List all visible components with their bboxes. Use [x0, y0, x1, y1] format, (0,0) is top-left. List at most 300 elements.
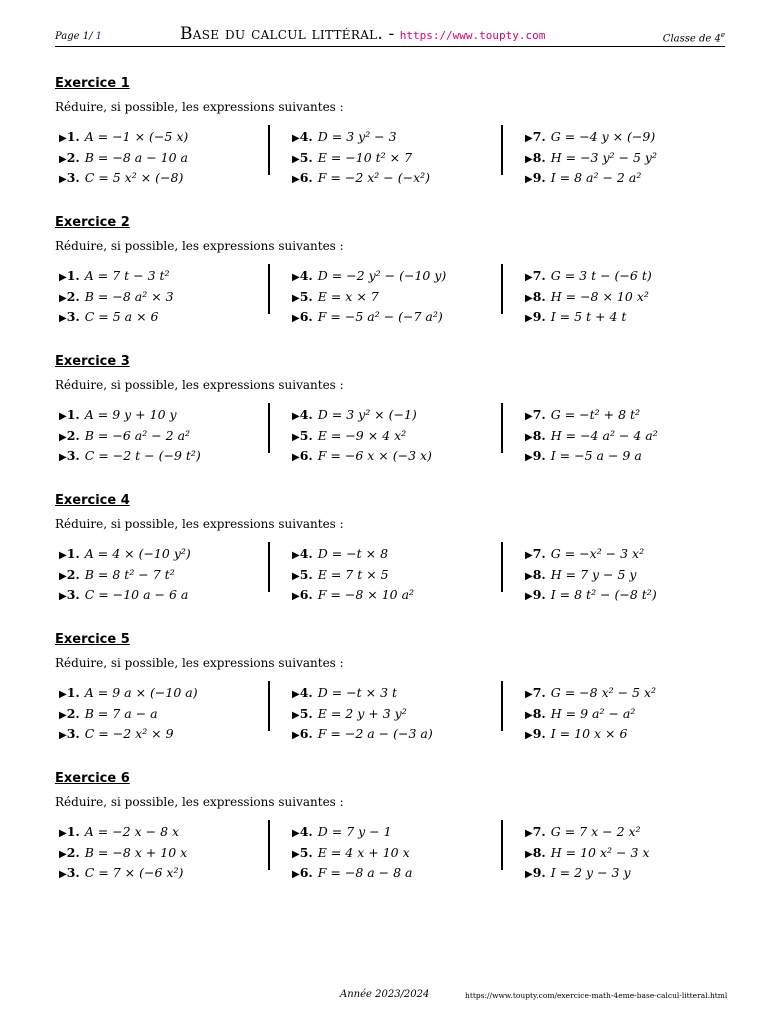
- item-number: [525, 170, 546, 185]
- item-number: [292, 170, 313, 185]
- item-number-text: 2.: [66, 844, 80, 860]
- expression-item: [292, 426, 507, 447]
- expression-item: [59, 168, 274, 189]
- item-number: [292, 428, 313, 443]
- expression-text: F = −6 x × (−3 x): [317, 448, 432, 463]
- exercise-block: [55, 354, 725, 484]
- triangle-bullet-icon: ▶: [525, 153, 533, 165]
- item-number: [525, 865, 546, 880]
- item-number: [292, 309, 313, 324]
- item-number-text: 4.: [299, 685, 313, 700]
- item-number: [292, 587, 313, 602]
- item-number-text: 1.: [66, 407, 80, 422]
- expression-text: A = −2 x − 8 x: [84, 824, 180, 839]
- item-number-text: 6.: [299, 170, 313, 185]
- item-number: [59, 567, 80, 582]
- exercise-instruction: Réduire, si possible, les expressions suivantes :: [55, 100, 344, 114]
- triangle-bullet-icon: ▶: [525, 570, 533, 582]
- expression-item: [59, 148, 274, 169]
- triangle-bullet-icon: ▶: [525, 848, 533, 860]
- item-number: [292, 567, 313, 582]
- footer-url-link[interactable]: https://www.toupty.com/exercice-math-4eme-base-calcul-litteral.html: [465, 991, 728, 1000]
- expression-column: [292, 127, 507, 189]
- item-number: [525, 129, 546, 144]
- triangle-bullet-icon: ▶: [292, 452, 300, 463]
- item-number: [292, 448, 313, 463]
- expression-item: [292, 585, 507, 606]
- expression-text: H = −3 y² − 5 y²: [550, 149, 657, 165]
- column-divider: [268, 820, 270, 870]
- expression-text: B = −8 a² × 3: [84, 288, 174, 304]
- expression-item: [525, 266, 740, 287]
- expression-text: E = 4 x + 10 x: [317, 844, 410, 860]
- expression-text: E = −9 × 4 x²: [317, 427, 407, 443]
- triangle-bullet-icon: ▶: [525, 730, 533, 741]
- expression-text: C = 5 a × 6: [84, 309, 159, 324]
- expression-item: [292, 148, 507, 169]
- item-number-text: 6.: [299, 448, 313, 463]
- column-divider: [501, 681, 503, 731]
- item-number: [525, 546, 546, 561]
- triangle-bullet-icon: ▶: [59, 411, 67, 422]
- item-number: [292, 685, 313, 700]
- triangle-bullet-icon: ▶: [292, 848, 300, 860]
- column-divider: [268, 542, 270, 592]
- expression-column: [59, 544, 274, 606]
- triangle-bullet-icon: ▶: [525, 689, 533, 700]
- item-number: [292, 150, 313, 165]
- item-number: [525, 587, 546, 602]
- item-number-text: 3.: [66, 587, 80, 602]
- exercise-instruction: Réduire, si possible, les expressions suivantes :: [55, 517, 344, 531]
- footer-year: Année 2023/2024: [340, 989, 430, 1000]
- item-number-text: 6.: [299, 587, 313, 602]
- item-number-text: 8.: [532, 566, 546, 582]
- triangle-bullet-icon: ▶: [292, 591, 300, 602]
- item-number-text: 5.: [299, 149, 313, 165]
- expression-item: [525, 148, 740, 169]
- expression-item: [292, 843, 507, 864]
- column-divider: [268, 681, 270, 731]
- expression-text: B = 7 a − a: [84, 705, 158, 721]
- expression-text: A = −1 × (−5 x): [84, 129, 189, 144]
- document-title: [180, 24, 545, 44]
- item-number-text: 9.: [532, 726, 546, 741]
- item-number-text: 5.: [299, 288, 313, 304]
- triangle-bullet-icon: ▶: [59, 550, 67, 561]
- exercise-instruction: Réduire, si possible, les expressions suivantes :: [55, 378, 344, 392]
- item-number: [59, 407, 80, 422]
- page-label: Page 1/: [55, 31, 93, 42]
- triangle-bullet-icon: ▶: [59, 174, 67, 185]
- item-number-text: 8.: [532, 288, 546, 304]
- expression-text: D = 3 y² × (−1): [317, 407, 417, 422]
- item-number-text: 9.: [532, 587, 546, 602]
- exercise-title: Exercice 2: [55, 215, 130, 230]
- exercise-title: Exercice 6: [55, 771, 130, 786]
- item-number-text: 9.: [532, 170, 546, 185]
- triangle-bullet-icon: ▶: [525, 292, 533, 304]
- expression-text: A = 9 a × (−10 a): [84, 685, 198, 700]
- item-number: [59, 428, 80, 443]
- expression-column: [292, 266, 507, 328]
- expression-column: [59, 683, 274, 745]
- triangle-bullet-icon: ▶: [525, 452, 533, 463]
- triangle-bullet-icon: ▶: [292, 730, 300, 741]
- item-number: [292, 845, 313, 860]
- item-number: [292, 706, 313, 721]
- item-number: [59, 268, 80, 283]
- exercise-block: [55, 771, 725, 901]
- expression-text: D = −t × 3 t: [317, 685, 398, 700]
- triangle-bullet-icon: ▶: [292, 411, 300, 422]
- expression-item: [59, 127, 274, 148]
- triangle-bullet-icon: ▶: [59, 591, 67, 602]
- site-link[interactable]: https://www.toupty.com: [399, 29, 546, 42]
- item-number-text: 5.: [299, 705, 313, 721]
- exercise-title: Exercice 1: [55, 76, 130, 91]
- triangle-bullet-icon: ▶: [292, 828, 300, 839]
- item-number-text: 8.: [532, 427, 546, 443]
- item-number: [525, 289, 546, 304]
- expression-text: G = −8 x² − 5 x²: [550, 685, 657, 700]
- triangle-bullet-icon: ▶: [292, 272, 300, 283]
- expression-item: [292, 863, 507, 884]
- triangle-bullet-icon: ▶: [292, 550, 300, 561]
- column-divider: [501, 820, 503, 870]
- expression-text: E = x × 7: [317, 288, 379, 304]
- expression-text: C = −10 a − 6 a: [84, 587, 189, 602]
- page-total-link[interactable]: 1: [95, 31, 103, 42]
- expression-text: I = 8 a² − 2 a²: [550, 170, 642, 185]
- item-number-text: 4.: [299, 268, 313, 283]
- item-number: [525, 448, 546, 463]
- expression-text: D = 3 y² − 3: [317, 129, 397, 144]
- expression-text: I = −5 a − 9 a: [550, 448, 642, 463]
- expression-item: [59, 544, 274, 565]
- expression-item: [525, 822, 740, 843]
- item-number: [59, 726, 80, 741]
- title-dash: -: [388, 24, 395, 44]
- item-number-text: 6.: [299, 309, 313, 324]
- item-number: [525, 824, 546, 839]
- expression-column: [525, 683, 740, 745]
- item-number: [525, 706, 546, 721]
- triangle-bullet-icon: ▶: [292, 709, 300, 721]
- item-number: [525, 150, 546, 165]
- expression-text: B = 8 t² − 7 t²: [84, 566, 175, 582]
- expression-column: [59, 266, 274, 328]
- expression-column: [525, 544, 740, 606]
- item-number: [292, 129, 313, 144]
- triangle-bullet-icon: ▶: [59, 570, 67, 582]
- expression-item: [525, 843, 740, 864]
- item-number: [59, 824, 80, 839]
- item-number-text: 2.: [66, 705, 80, 721]
- expression-item: [59, 565, 274, 586]
- expression-column: [292, 683, 507, 745]
- item-number: [525, 309, 546, 324]
- expression-item: [292, 127, 507, 148]
- item-number-text: 9.: [532, 865, 546, 880]
- item-number-text: 2.: [66, 427, 80, 443]
- expression-text: C = −2 t − (−9 t²): [84, 448, 201, 463]
- triangle-bullet-icon: ▶: [292, 570, 300, 582]
- triangle-bullet-icon: ▶: [59, 689, 67, 700]
- item-number: [292, 289, 313, 304]
- expression-item: [59, 585, 274, 606]
- triangle-bullet-icon: ▶: [525, 411, 533, 422]
- item-number: [59, 865, 80, 880]
- item-number-text: 3.: [66, 170, 80, 185]
- item-number: [525, 567, 546, 582]
- expression-item: [292, 287, 507, 308]
- triangle-bullet-icon: ▶: [59, 828, 67, 839]
- item-number-text: 7.: [532, 546, 546, 561]
- exercise-block: [55, 632, 725, 762]
- triangle-bullet-icon: ▶: [292, 689, 300, 700]
- expression-column: [525, 405, 740, 467]
- expression-text: D = −t × 8: [317, 546, 389, 561]
- item-number: [59, 546, 80, 561]
- item-number: [292, 268, 313, 283]
- expression-text: F = −8 × 10 a²: [317, 587, 415, 602]
- exercise-instruction: Réduire, si possible, les expressions suivantes :: [55, 239, 344, 253]
- item-number-text: 6.: [299, 726, 313, 741]
- expression-text: C = 7 × (−6 x²): [84, 865, 184, 880]
- expression-item: [59, 446, 274, 467]
- item-number-text: 8.: [532, 705, 546, 721]
- expression-column: [59, 822, 274, 884]
- expression-item: [525, 683, 740, 704]
- triangle-bullet-icon: ▶: [525, 709, 533, 721]
- expression-item: [59, 863, 274, 884]
- item-number-text: 3.: [66, 865, 80, 880]
- expression-column: [59, 127, 274, 189]
- column-divider: [501, 125, 503, 175]
- expression-text: C = −2 x² × 9: [84, 726, 174, 741]
- item-number-text: 1.: [66, 129, 80, 144]
- expression-item: [292, 405, 507, 426]
- item-number: [525, 407, 546, 422]
- item-number: [59, 289, 80, 304]
- triangle-bullet-icon: ▶: [525, 174, 533, 185]
- item-number-text: 5.: [299, 844, 313, 860]
- item-number-text: 5.: [299, 427, 313, 443]
- item-number: [59, 587, 80, 602]
- expression-text: H = −8 × 10 x²: [550, 288, 649, 304]
- expression-column: [525, 822, 740, 884]
- item-number-text: 8.: [532, 149, 546, 165]
- triangle-bullet-icon: ▶: [59, 709, 67, 721]
- item-number: [525, 726, 546, 741]
- item-number: [292, 546, 313, 561]
- exercise-block: [55, 215, 725, 345]
- triangle-bullet-icon: ▶: [525, 828, 533, 839]
- expression-item: [292, 307, 507, 328]
- expression-item: [292, 683, 507, 704]
- page-header: [55, 24, 725, 47]
- column-divider: [501, 264, 503, 314]
- column-divider: [268, 125, 270, 175]
- item-number: [59, 309, 80, 324]
- exercise-block: [55, 76, 725, 206]
- expression-item: [292, 724, 507, 745]
- item-number-text: 5.: [299, 566, 313, 582]
- expression-item: [525, 287, 740, 308]
- triangle-bullet-icon: ▶: [525, 313, 533, 324]
- item-number: [59, 448, 80, 463]
- exercise-title: Exercice 5: [55, 632, 130, 647]
- triangle-bullet-icon: ▶: [59, 153, 67, 165]
- triangle-bullet-icon: ▶: [525, 550, 533, 561]
- expression-text: H = 7 y − 5 y: [550, 566, 637, 582]
- expression-item: [59, 704, 274, 725]
- expression-item: [525, 724, 740, 745]
- expression-item: [525, 585, 740, 606]
- expression-text: I = 8 t² − (−8 t²): [550, 587, 657, 602]
- triangle-bullet-icon: ▶: [59, 848, 67, 860]
- expression-text: E = 2 y + 3 y²: [317, 705, 407, 721]
- expression-item: [292, 544, 507, 565]
- item-number-text: 2.: [66, 149, 80, 165]
- expression-text: A = 9 y + 10 y: [84, 407, 177, 422]
- expression-item: [292, 168, 507, 189]
- expression-item: [525, 544, 740, 565]
- triangle-bullet-icon: ▶: [59, 133, 67, 144]
- item-number-text: 1.: [66, 546, 80, 561]
- expression-item: [59, 266, 274, 287]
- expression-column: [292, 405, 507, 467]
- expression-item: [59, 683, 274, 704]
- triangle-bullet-icon: ▶: [59, 730, 67, 741]
- item-number-text: 4.: [299, 129, 313, 144]
- expression-item: [59, 822, 274, 843]
- triangle-bullet-icon: ▶: [59, 292, 67, 304]
- triangle-bullet-icon: ▶: [59, 869, 67, 880]
- expression-item: [525, 307, 740, 328]
- item-number-text: 1.: [66, 824, 80, 839]
- expression-item: [59, 405, 274, 426]
- item-number: [292, 824, 313, 839]
- triangle-bullet-icon: ▶: [59, 452, 67, 463]
- title-text: Base du calcul littéral.: [180, 24, 384, 44]
- expression-text: F = −2 x² − (−x²): [317, 170, 431, 185]
- expression-item: [292, 266, 507, 287]
- triangle-bullet-icon: ▶: [525, 869, 533, 880]
- item-number-text: 3.: [66, 448, 80, 463]
- item-number: [525, 845, 546, 860]
- item-number-text: 1.: [66, 685, 80, 700]
- item-number-text: 9.: [532, 448, 546, 463]
- item-number-text: 7.: [532, 407, 546, 422]
- item-number: [59, 170, 80, 185]
- expression-item: [292, 565, 507, 586]
- item-number: [292, 726, 313, 741]
- expression-item: [292, 704, 507, 725]
- expression-text: D = −2 y² − (−10 y): [317, 268, 447, 283]
- expression-item: [525, 168, 740, 189]
- expression-item: [525, 565, 740, 586]
- expression-text: A = 7 t − 3 t²: [84, 268, 170, 283]
- item-number: [292, 407, 313, 422]
- expression-item: [525, 704, 740, 725]
- class-level: [663, 31, 725, 44]
- expression-text: I = 10 x × 6: [550, 726, 628, 741]
- expression-item: [292, 822, 507, 843]
- item-number: [525, 268, 546, 283]
- item-number: [59, 129, 80, 144]
- expression-text: D = 7 y − 1: [317, 824, 392, 839]
- expression-item: [292, 446, 507, 467]
- item-number-text: 7.: [532, 824, 546, 839]
- item-number: [525, 428, 546, 443]
- expression-text: G = −4 y × (−9): [550, 129, 656, 144]
- expression-text: B = −8 a − 10 a: [84, 149, 188, 165]
- expression-text: I = 2 y − 3 y: [550, 865, 631, 880]
- triangle-bullet-icon: ▶: [292, 292, 300, 304]
- item-number-text: 2.: [66, 566, 80, 582]
- item-number-text: 7.: [532, 129, 546, 144]
- item-number-text: 9.: [532, 309, 546, 324]
- expression-text: I = 5 t + 4 t: [550, 309, 627, 324]
- expression-item: [525, 863, 740, 884]
- expression-column: [59, 405, 274, 467]
- expression-item: [525, 446, 740, 467]
- expression-text: E = 7 t × 5: [317, 566, 389, 582]
- item-number-text: 3.: [66, 309, 80, 324]
- item-number-text: 7.: [532, 685, 546, 700]
- item-number: [59, 845, 80, 860]
- item-number: [59, 706, 80, 721]
- item-number-text: 1.: [66, 268, 80, 283]
- expression-column: [525, 266, 740, 328]
- expression-text: B = −8 x + 10 x: [84, 844, 188, 860]
- item-number-text: 2.: [66, 288, 80, 304]
- column-divider: [268, 403, 270, 453]
- expression-text: H = 9 a² − a²: [550, 705, 636, 721]
- item-number: [59, 150, 80, 165]
- item-number-text: 8.: [532, 844, 546, 860]
- item-number-text: 6.: [299, 865, 313, 880]
- triangle-bullet-icon: ▶: [292, 174, 300, 185]
- expression-text: E = −10 t² × 7: [317, 149, 413, 165]
- triangle-bullet-icon: ▶: [59, 272, 67, 283]
- class-label: Classe de 4: [662, 33, 721, 45]
- expression-item: [525, 405, 740, 426]
- expression-text: H = 10 x² − 3 x: [550, 844, 650, 860]
- expression-text: B = −6 a² − 2 a²: [84, 427, 191, 443]
- column-divider: [268, 264, 270, 314]
- expression-column: [525, 127, 740, 189]
- item-number: [292, 865, 313, 880]
- item-number-text: 4.: [299, 407, 313, 422]
- exercise-instruction: Réduire, si possible, les expressions suivantes :: [55, 795, 344, 809]
- triangle-bullet-icon: ▶: [525, 431, 533, 443]
- expression-item: [59, 307, 274, 328]
- expression-text: G = −x² − 3 x²: [550, 546, 645, 561]
- expression-text: G = −t² + 8 t²: [550, 407, 641, 422]
- column-divider: [501, 542, 503, 592]
- expression-text: G = 7 x − 2 x²: [550, 824, 641, 839]
- triangle-bullet-icon: ▶: [292, 431, 300, 443]
- item-number-text: 7.: [532, 268, 546, 283]
- expression-text: A = 4 × (−10 y²): [84, 546, 191, 561]
- expression-column: [292, 544, 507, 606]
- expression-item: [525, 127, 740, 148]
- expression-text: G = 3 t − (−6 t): [550, 268, 652, 283]
- triangle-bullet-icon: ▶: [292, 869, 300, 880]
